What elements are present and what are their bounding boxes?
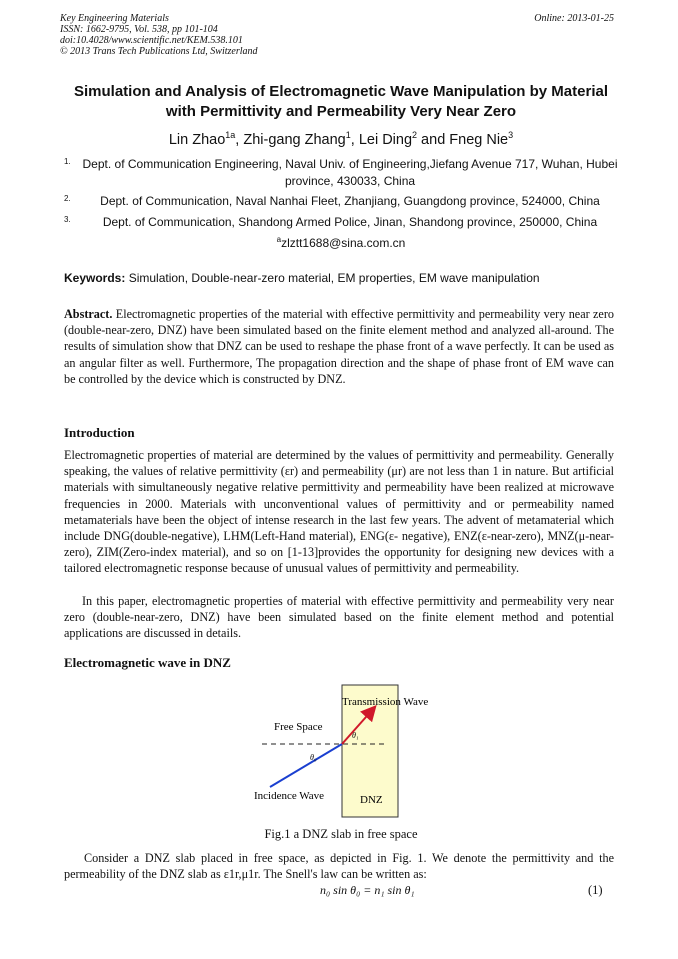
equation-number: (1): [588, 883, 603, 897]
affiliation-text: Dept. of Communication Engineering, Naval Univ. of Engineering,Jiefang Avenue 717, Wuhan, Hubei province, 430033, China: [82, 157, 618, 188]
transmission-label: Transmission Wave: [342, 696, 429, 708]
author-name: Lin Zhao: [168, 131, 226, 148]
contact-email: [60, 235, 622, 250]
keywords: [64, 271, 540, 285]
figure-dnz-slab: [240, 680, 450, 820]
author-list: Lin Zhao$^{1a}$, Zhi-gang Zhang$^1$, Lei Ding$^2$ and Fneg Nie$^3$: [168, 130, 514, 148]
slab-label: DNZ: [360, 794, 383, 806]
figure-caption: Fig.1 a DNZ slab in free space: [264, 827, 418, 841]
affiliation: [64, 193, 620, 210]
running-header: [60, 13, 258, 57]
intro-paragraph: In this paper, electromagnetic properties of material with effective permittivity and permeability very near zero (double-near-zero, DNZ) have been simulated based on the finite element method and potential applications are discussed in details.: [64, 594, 614, 641]
affiliation: [64, 214, 620, 231]
author-name: Fneg Nie: [449, 131, 509, 148]
section-heading-em-wave: Electromagnetic wave in DNZ: [64, 655, 231, 670]
affiliation-text: Dept. of Communication, Shandong Armed Police, Jinan, Shandong province, 250000, China: [102, 215, 598, 229]
incidence-label: Incidence Wave: [254, 790, 325, 802]
affiliation-number: 1.: [64, 157, 71, 166]
affiliation-number: 3.: [64, 215, 71, 224]
author-sup: 1a: [225, 130, 236, 140]
copyright-line: © 2013 Trans Tech Publications Ltd, Switzerland: [60, 46, 258, 57]
section-heading-introduction: Introduction: [64, 425, 135, 440]
doi-line: doi:10.4028/www.scientific.net/KEM.538.101: [60, 35, 243, 46]
incidence-ray: [270, 744, 342, 787]
theta0-label: θ₀: [310, 753, 317, 762]
body-paragraph: Consider a DNZ slab placed in free space, as depicted in Fig. 1. We denote the permittivity and the permeability of the DNZ slab as ε1r,μ1r. The Snell's law can be written as:: [64, 851, 614, 882]
affiliation-text: Dept. of Communication, Naval Nanhai Fleet, Zhanjiang, Guangdong province, 524000, China: [100, 194, 600, 208]
paper-title: Simulation and Analysis of Electromagnetic Wave Manipulation by Material with Permittivity and Permeability Very Near Zero: [74, 83, 608, 120]
intro-paragraph: Electromagnetic properties of material are determined by the values of permittivity and permeability. Generally speaking, the values of relative permittivity (εr) and permeability (μr) are not less than 1 in nature. But artificial materials with simultaneously negative relative permittivity and permeability have been realized at microwave frequencies in 2000. Materials with unconventional values of permittivity and or permeability named metamaterials have been the object of intense research in the last few years. The advent of metamaterial which include DNG(double-negative), LHM(Left-Hand material), ENG(ε- negative), ENZ(ε-near-zero), MNZ(μ-near-zero), ZIM(Zero-index material), and so on [1-13]provides the opportunity for designing new devices with a tailored electromagnetic response because of unusual values of permittivity and permeability.: [64, 448, 614, 576]
abstract: [64, 306, 614, 387]
email-sup: a: [276, 235, 282, 244]
author-name: Lei Ding: [358, 131, 413, 148]
abstract-label: Abstract.: [64, 307, 113, 321]
author-sup: 2: [412, 130, 418, 140]
theta1-label: θ₁: [352, 731, 359, 740]
affiliation-number: 2.: [64, 194, 71, 203]
online-date: Online: 2013-01-25: [534, 13, 614, 24]
keywords-label: Keywords:: [64, 271, 126, 285]
author-sup: 3: [508, 130, 514, 140]
free-space-label: Free Space: [274, 721, 323, 733]
affiliation: [64, 156, 620, 190]
email-address[interactable]: zlztt1688@sina.com.cn: [281, 236, 406, 250]
author-name: Zhi-gang Zhang: [243, 131, 346, 148]
author-sup: 1: [345, 130, 351, 140]
journal-name: Key Engineering Materials: [60, 13, 169, 24]
issn-line: ISSN: 1662-9795, Vol. 538, pp 101-104: [60, 24, 218, 35]
equation: n₀ sin θ₀ = n₁ sin θ₁: [320, 883, 415, 897]
keywords-text: Simulation, Double-near-zero material, EM properties, EM wave manipulation: [128, 271, 540, 285]
abstract-text: Electromagnetic properties of the material with effective permittivity and permeability very near zero (double-near-zero, DNZ) have been simulated based on the finite element method and analyzed all-around. The results of simulation show that DNZ can be used to reshape the phase front of a wave perfectly. It can be used as an angular filter as well. Furthermore, The propagation direction and the shape of phase front of EM wave can be controlled by the device which is constructed by DNZ.: [64, 307, 614, 386]
